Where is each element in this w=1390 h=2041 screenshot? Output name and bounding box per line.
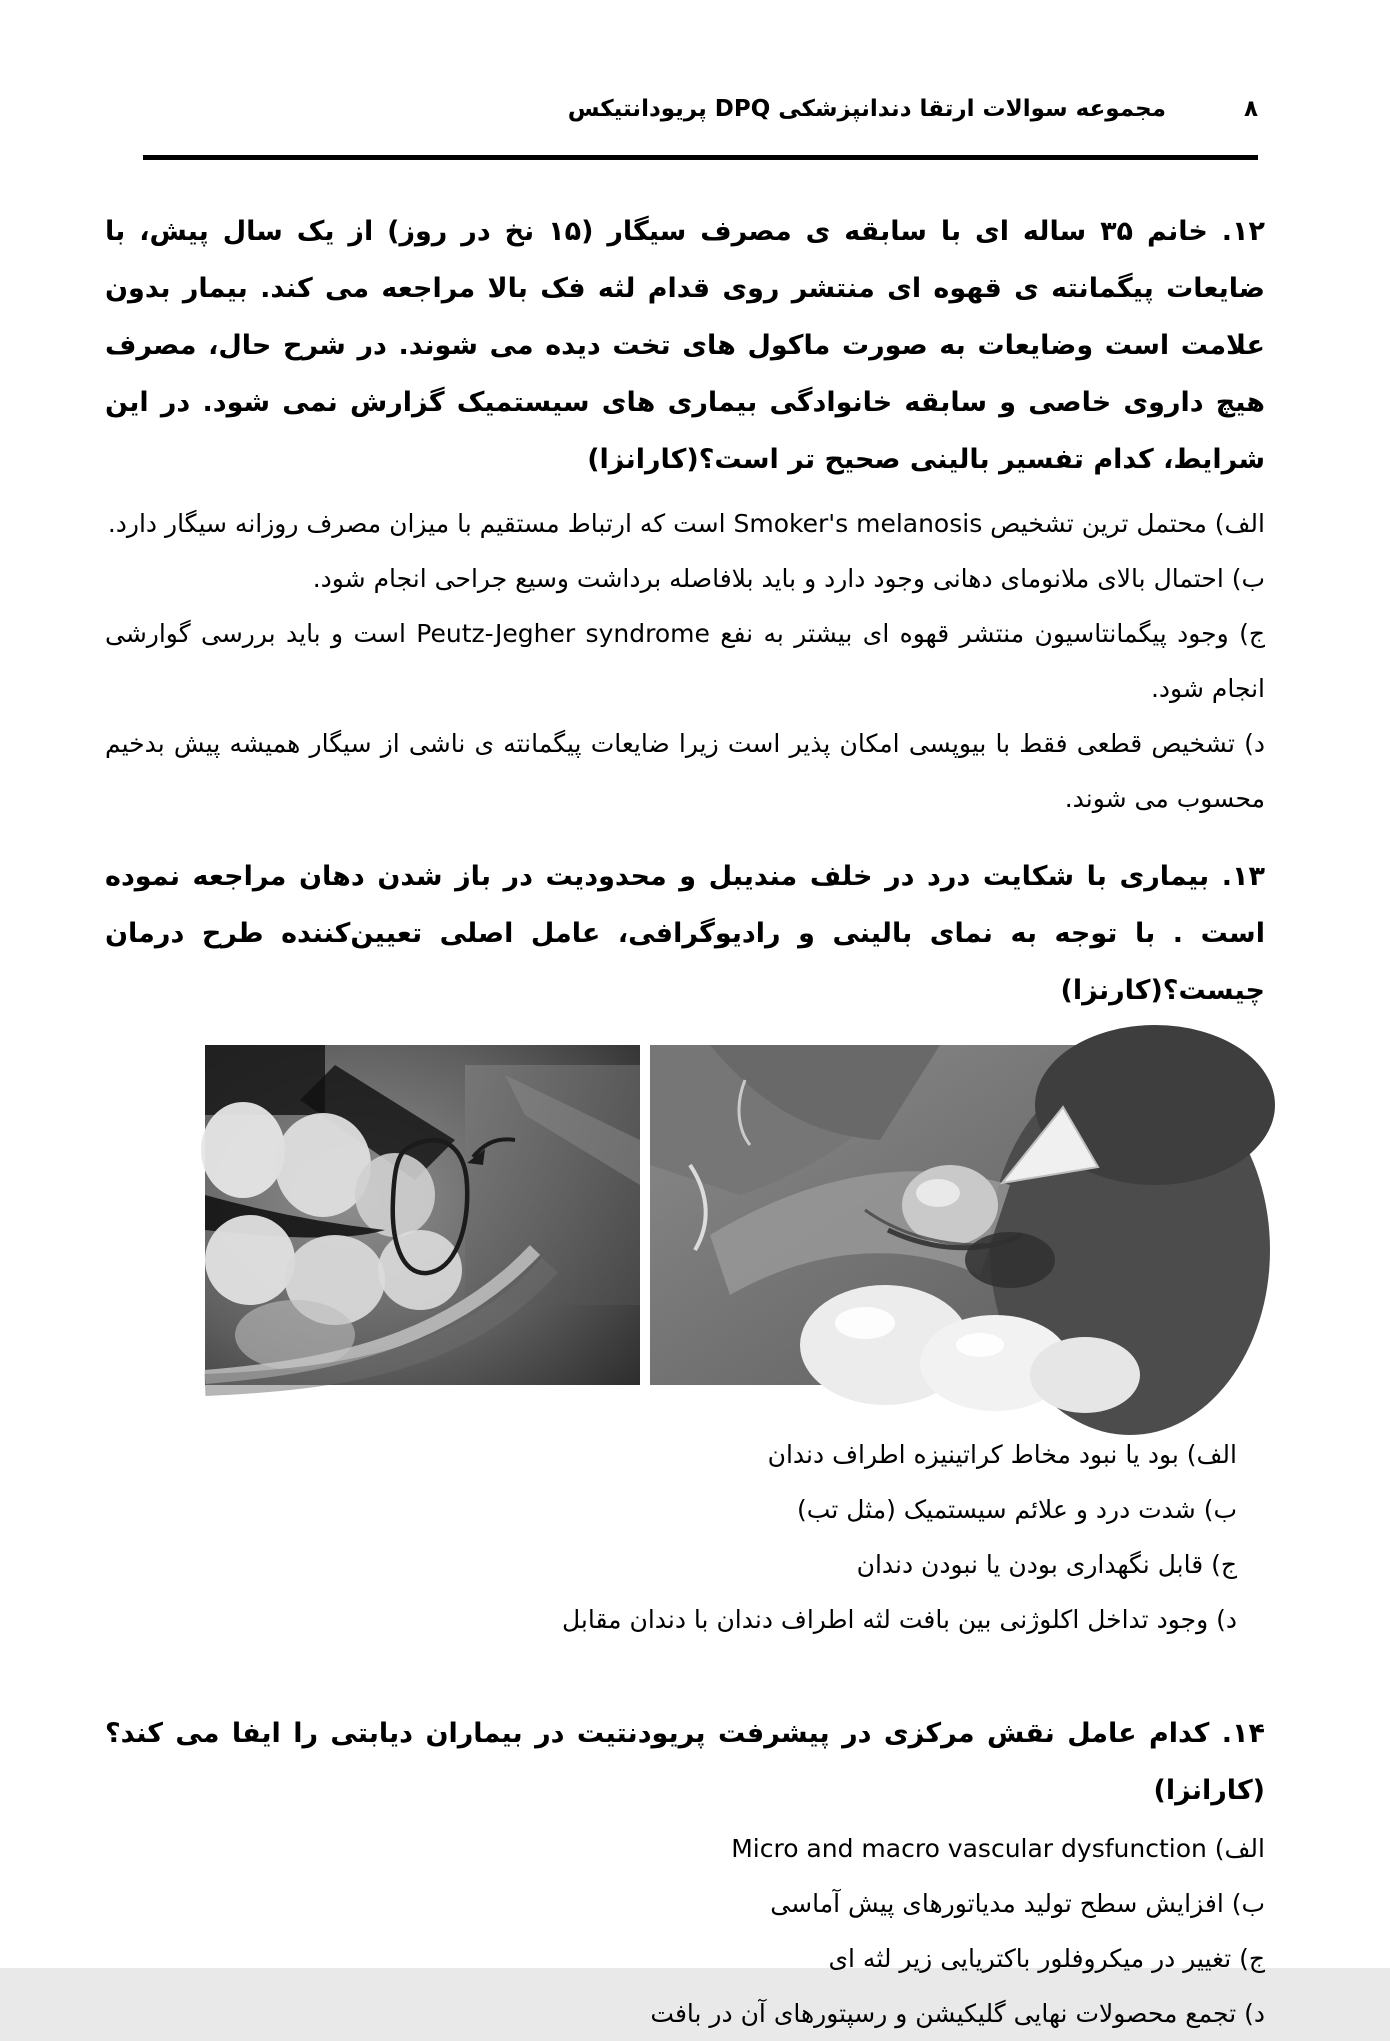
question-12-text: ۱۲. خانم ۳۵ ساله ای با سابقه ی مصرف سیگار (۱۵ نخ در روز) از یک سال پیش، با ضایعات پیگمانته ی قهوه ای منتشر روی قدام لثه فک بالا مراجعه می کند. بیمار بدون علامت است وضایعات به صورت ماکول های تخت دیده می شوند. در شرح حال، مصرف هیچ داروی خاصی و سابقه خانوادگی بیماری های سیستمیک گزارش نمی شود. در این شرایط، کدام تفسیر بالینی صحیح تر است؟(کارانزا) bbox=[105, 216, 1265, 475]
question-13-option-b: ب) شدت درد و علائم سیستمیک (مثل تب) bbox=[797, 1495, 1237, 1524]
question-14-options bbox=[105, 1821, 1265, 2041]
header-rule bbox=[143, 155, 1258, 160]
intraoral-photo-illustration bbox=[650, 1045, 1195, 1385]
question-13-option-d: د) وجود تداخل اکلوژنی بین بافت لثه اطراف دندان با دندان مقابل bbox=[561, 1605, 1237, 1634]
radiograph-illustration bbox=[205, 1045, 640, 1385]
question-14-option-b: ب) افزایش سطح تولید مدیاتورهای پیش آماسی bbox=[770, 1889, 1265, 1918]
question-13-options bbox=[105, 1427, 1265, 1647]
question-13-option-a: الف) بود یا نبود مخاط کراتینیزه اطراف دندان bbox=[767, 1440, 1237, 1469]
question-13-option-c: ج) قابل نگهداری بودن یا نبودن دندان bbox=[856, 1550, 1237, 1579]
question-12-option-b: ب) احتمال بالای ملانومای دهانی وجود دارد و باید بلافاصله برداشت وسیع جراحی انجام شود. bbox=[312, 564, 1265, 593]
q13-clinical-photo bbox=[650, 1045, 1195, 1385]
page-content bbox=[105, 203, 1265, 2041]
question-12-option-d: د) تشخیص قطعی فقط با بیوپسی امکان پذیر است زیرا ضایعات پیگمانته ی ناشی از سیگار همیشه پیش بدخیم محسوب می شوند. bbox=[105, 729, 1265, 813]
question-14-option-a: الف) Micro and macro vascular dysfunction bbox=[731, 1834, 1265, 1863]
question-12 bbox=[105, 203, 1265, 826]
question-14-option-c: ج) تغییر در میکروفلور باکتریایی زیر لثه ای bbox=[828, 1944, 1265, 1973]
question-12-option-a: الف) محتمل ترین تشخیص Smoker's melanosis است که ارتباط مستقیم با میزان مصرف روزانه سیگار دارد. bbox=[107, 509, 1265, 538]
question-14-text: ۱۴. کدام عامل نقش مرکزی در پیشرفت پریودنتیت در بیماران دیابتی را ایفا می کند؟ (کارانزا) bbox=[105, 1718, 1265, 1806]
question-12-option-c: ج) وجود پیگمانتاسیون منتشر قهوه ای بیشتر به نفع Peutz-Jegher syndrome است و باید بررسی گوارشی انجام شود. bbox=[105, 619, 1265, 703]
question-14-option-d: د) تجمع محصولات نهایی گلیکیشن و رسپتورهای آن در بافت bbox=[650, 1999, 1265, 2028]
question-13-images bbox=[205, 1045, 1195, 1385]
question-12-options bbox=[105, 496, 1265, 826]
page-header bbox=[568, 96, 1258, 122]
page-number: ۸ bbox=[1243, 96, 1258, 122]
question-13 bbox=[105, 848, 1265, 1647]
q13-radiograph-image bbox=[205, 1045, 640, 1385]
question-14 bbox=[105, 1705, 1265, 2041]
page-title: مجموعه سوالات ارتقا دندانپزشکی DPQ پریودانتیکس bbox=[567, 96, 1166, 122]
question-13-text: ۱۳. بیماری با شکایت درد در خلف مندیبل و محدودیت در باز شدن دهان مراجعه نموده است . با توجه به نمای بالینی و رادیوگرافی، عامل اصلی تعیین‌کننده طرح درمان چیست؟(کارنزا) bbox=[105, 861, 1265, 1006]
